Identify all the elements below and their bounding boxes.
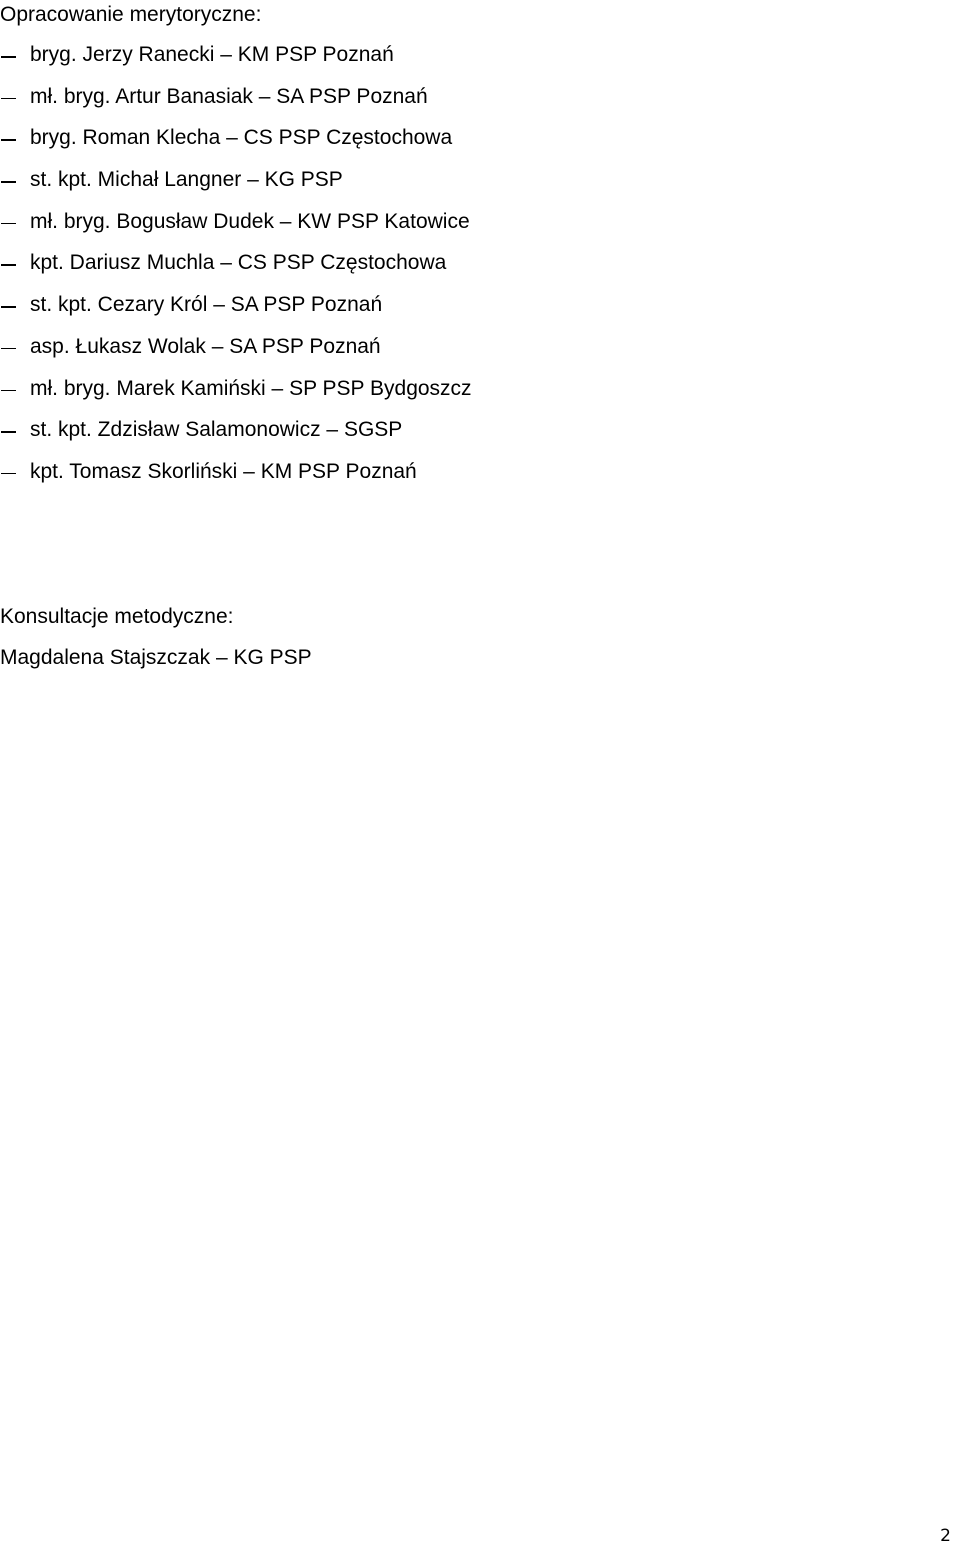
dash-bullet-icon (1, 139, 16, 141)
dash-bullet-icon (1, 473, 16, 475)
dash-bullet-icon (1, 431, 16, 433)
dash-bullet-icon (1, 306, 16, 308)
author-entry: kpt. Dariusz Muchla – CS PSP Częstochowa (30, 251, 447, 275)
author-entry: st. kpt. Zdzisław Salamonowicz – SGSP (30, 418, 403, 442)
author-entry: bryg. Jerzy Ranecki – KM PSP Poznań (30, 43, 394, 66)
author-entry: kpt. Tomasz Skorliński – KM PSP Poznań (30, 459, 417, 483)
page-number: 2 (940, 1526, 951, 1546)
authors-section-heading: Opracowanie merytoryczne: (0, 3, 262, 26)
dash-bullet-icon (1, 348, 16, 350)
author-entry: bryg. Roman Klecha – CS PSP Częstochowa (30, 126, 453, 150)
consultant-entry: Magdalena Stajszczak – KG PSP (0, 646, 312, 669)
author-entry: mł. bryg. Bogusław Dudek – KW PSP Katowice (30, 209, 470, 233)
author-entry: mł. bryg. Artur Banasiak – SA PSP Poznań (30, 84, 428, 108)
author-entry: st. kpt. Michał Langner – KG PSP (30, 168, 343, 192)
dash-bullet-icon (1, 264, 16, 266)
dash-bullet-icon (1, 181, 16, 183)
dash-bullet-icon (1, 390, 16, 392)
dash-bullet-icon (1, 223, 16, 225)
author-entry: asp. Łukasz Wolak – SA PSP Poznań (30, 334, 381, 358)
dash-bullet-icon (1, 56, 16, 58)
author-entry: mł. bryg. Marek Kamiński – SP PSP Bydgoszcz (30, 376, 472, 400)
author-entry: st. kpt. Cezary Król – SA PSP Poznań (30, 293, 383, 317)
dash-bullet-icon (1, 98, 16, 100)
consult-section-heading: Konsultacje metodyczne: (0, 605, 234, 628)
